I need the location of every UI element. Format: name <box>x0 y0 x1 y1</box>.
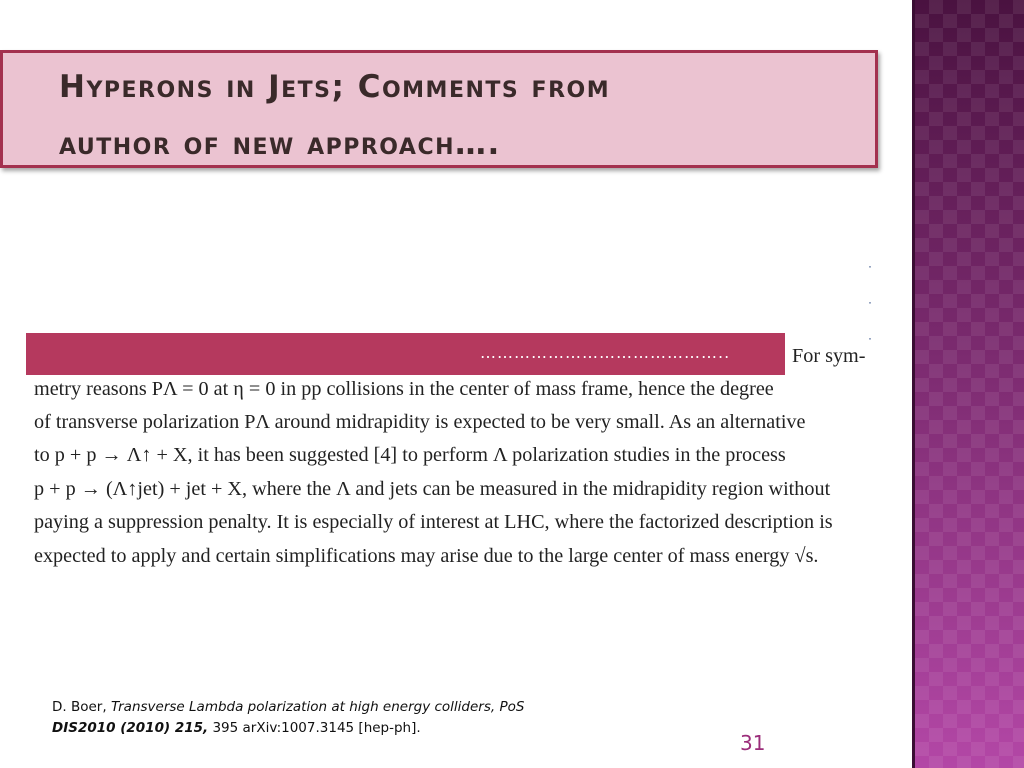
title-box <box>0 50 878 168</box>
citation <box>52 697 612 739</box>
citation-rest: 395 arXiv:1007.3145 [hep-ph]. <box>208 720 421 736</box>
decorative-sidebar <box>912 0 1024 768</box>
title-line-2: author of new approach…. <box>59 126 501 162</box>
paper-line: to p + p → Λ↑ + X, it has been suggested [4] to perform Λ polarization studies in the process <box>34 444 786 466</box>
paper-line: paying a suppression penalty. It is especially of interest at LHC, where the factorized description is <box>34 511 833 533</box>
highlight-dots: …………………………………….. <box>480 343 731 362</box>
title-line-1: Hyperons in Jets; Comments from <box>59 69 611 105</box>
paper-line-0: For sym- <box>792 345 866 367</box>
edge-marks: · · · <box>868 259 872 345</box>
paper-line: metry reasons PΛ = 0 at η = 0 in pp collisions in the center of mass frame, hence the degree <box>34 378 774 400</box>
citation-author: D. Boer, <box>52 699 111 715</box>
slide-title <box>59 59 859 173</box>
citation-journal: DIS2010 (2010) 215, <box>52 720 209 736</box>
paper-line: of transverse polarization PΛ around midrapidity is expected to be very small. As an alternative <box>34 411 806 433</box>
paper-excerpt <box>30 330 875 575</box>
paper-line: p + p → (Λ↑jet) + jet + X, where the Λ and jets can be measured in the midrapidity region without <box>34 478 831 500</box>
paper-line: expected to apply and certain simplifications may arise due to the large center of mass energy √s. <box>34 545 819 567</box>
citation-title: Transverse Lambda polarization at high energy colliders, PoS <box>110 699 525 715</box>
page-number: 31 <box>740 731 766 755</box>
